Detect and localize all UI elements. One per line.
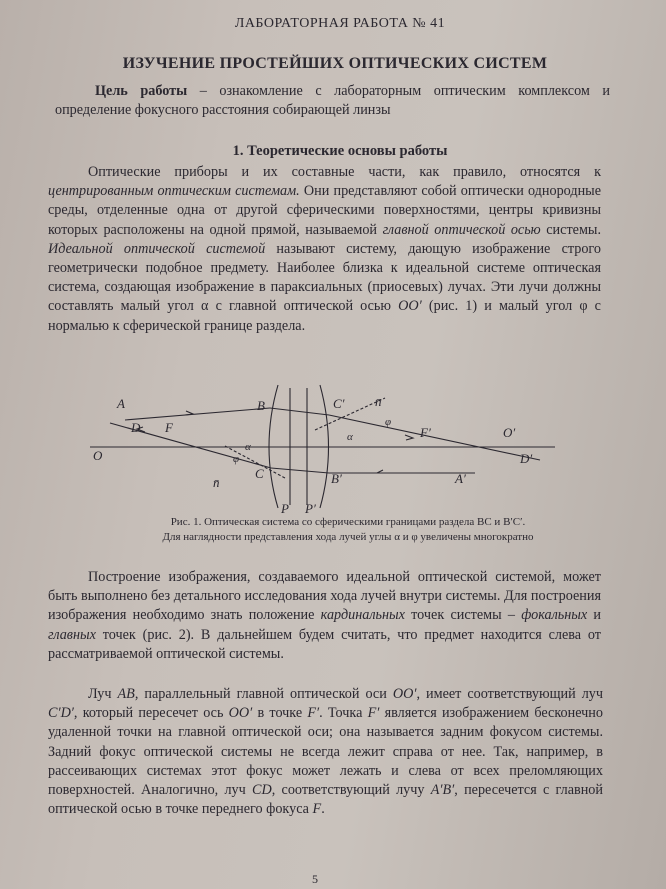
text-run: Луч [88, 686, 118, 702]
label-n-lower: n̄ [213, 475, 220, 490]
label-f: F [165, 420, 173, 435]
term: центрированным оптическим системам. [48, 183, 300, 200]
term: C′D′ [48, 705, 74, 722]
term: A′B′ [430, 782, 455, 799]
term: F [312, 801, 322, 818]
label-a-prime: A′ [455, 471, 466, 486]
term: F′ [367, 705, 380, 722]
text-run: . [321, 801, 325, 818]
label-c-prime: C′ [333, 396, 345, 411]
arrow-icon [405, 435, 413, 440]
label-c: C [255, 466, 264, 481]
caption-line-1: Рис. 1. Оптическая система со сферическими границами раздела BC и B′C′. [170, 516, 526, 528]
goal-paragraph [55, 82, 610, 120]
arrow-icon [377, 470, 385, 473]
paragraph-3 [48, 685, 603, 819]
text-run: , имеет соответствующий луч [416, 686, 603, 702]
term: фокальных [521, 607, 588, 624]
label-p: P [281, 501, 289, 515]
text-run: и [587, 607, 601, 624]
label-b: B [257, 398, 265, 413]
text-run: , параллельный главной оптической оси [134, 686, 393, 702]
term: главных [48, 626, 96, 643]
label-a: A [117, 396, 125, 411]
text-run: Построение изображения, создаваемого идеальной оптической системой, может быть выполнено без детального исследования хода лучей внутри системы. Для построения изображения необходимо знать положение [48, 569, 601, 624]
term: OO′ [228, 705, 253, 722]
arrow-icon [185, 411, 193, 415]
figure-1-diagram [85, 380, 575, 515]
term: Идеальной оптической системой [48, 240, 266, 257]
text-run: точек системы – [404, 607, 522, 624]
text-run: Они представляют собой оптически однородные среды, отделенные одна от другой сферическими поверхностями, центры кривизны которых расположены на одной прямой, называемой [48, 183, 601, 238]
text-run: , пересечется с главной оптической осью в точке переднего фокуса [48, 782, 603, 818]
term: главной оптической осью [382, 221, 541, 238]
label-o-prime: O′ [503, 425, 516, 440]
label-f-prime: F′ [420, 425, 431, 440]
label-n-upper: n̄ [375, 394, 382, 409]
label-d-prime: D′ [520, 451, 533, 466]
term: AB [117, 686, 135, 702]
text-run: точек (рис. 2). В дальнейшем будем считать, что предмет находится слева от рассматриваемой оптической системы. [48, 626, 601, 662]
label-phi-2: φ [385, 416, 392, 428]
term: F′ [307, 705, 320, 722]
term: OO′ [392, 686, 417, 702]
section-title: 1. Теоретические основы работы [232, 143, 448, 159]
label-alpha-2: α [347, 431, 353, 443]
text-run: является изображением бесконечно удаленной точки на главной оптической оси; она называется задним фокусом системы. Задний фокус оптической системы не всегда лежит справа от нее. Так, например, в рассеивающих системах этот фокус может лежать и слева от всех преломляющих поверхностей. Аналогично, луч [48, 705, 603, 799]
text-run: , соответствующий лучу [271, 782, 431, 799]
lab-title: ЛАБОРАТОРНАЯ РАБОТА № 41 [234, 16, 446, 31]
text-run: называют систему, дающую изображение строго геометрически подобное предмету. Наиболее близка к идеальной системе оптическая система, создающая изображение в параксиальных (приосевых) лучах. Эти лучи должны составлять малый угол α с главной оптической осью [48, 240, 601, 315]
label-d: D [131, 420, 141, 435]
text-run: . Точка [319, 705, 368, 722]
text-run: (рис. 1) и малый угол φ с нормалью к сферической границе раздела. [48, 298, 601, 334]
paragraph-2 [48, 568, 601, 664]
goal-text: – ознакомление с лабораторным оптическим комплексом и определение фокусного расстояния собирающей линзы [55, 83, 610, 119]
ray-ab [125, 408, 270, 420]
label-alpha-1: α [245, 441, 251, 453]
goal-label: Цель работы [95, 83, 188, 99]
term: CD [252, 782, 272, 799]
label-b-prime: B′ [331, 471, 342, 486]
label-p-prime: P′ [305, 501, 316, 515]
text-run: Оптические приборы и их составные части, как правило, относятся к [88, 164, 601, 180]
main-title: ИЗУЧЕНИЕ ПРОСТЕЙШИХ ОПТИЧЕСКИХ СИСТЕМ [122, 55, 548, 72]
figure-caption [88, 515, 608, 545]
term: кардинальных [320, 607, 405, 624]
label-phi-1: φ [233, 453, 240, 465]
text-run: в точке [252, 705, 308, 722]
text-run: системы. [540, 221, 601, 238]
label-o: O [93, 448, 103, 463]
caption-line-2: Для наглядности представления хода лучей углы α и φ увеличены многократно [162, 531, 534, 543]
term: OO′ [398, 298, 422, 315]
page-number: 5 [312, 872, 318, 886]
paragraph-1 [48, 163, 601, 336]
text-run: , который пересечет ось [73, 705, 229, 722]
